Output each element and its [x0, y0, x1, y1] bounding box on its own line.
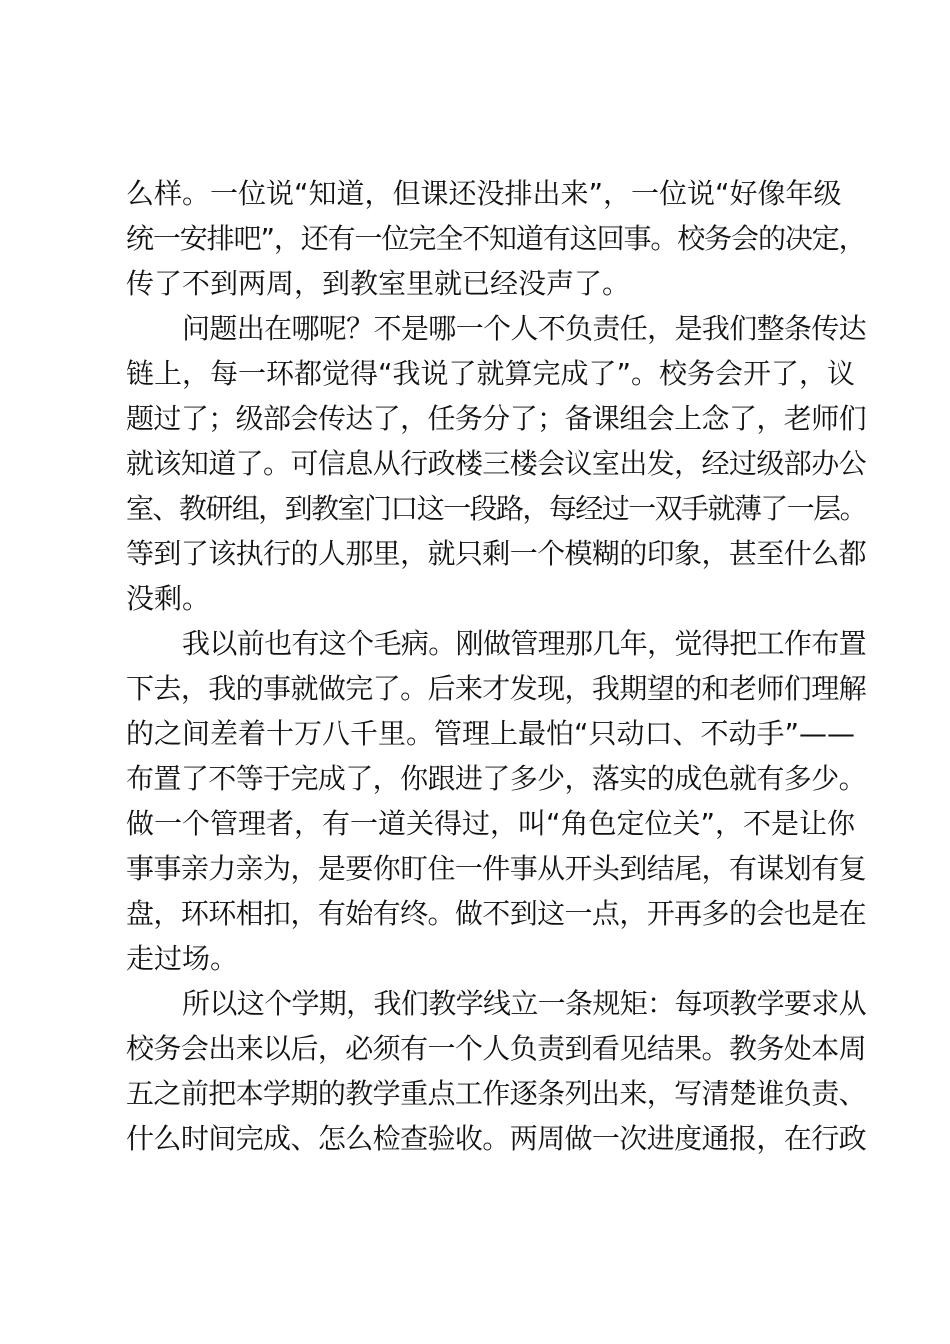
- text-line: 统一安排吧”，还有一位完全不知道有这回事。校务会的决定，: [126, 222, 866, 255]
- text-line: 什么时间完成、怎么检查验收。两周做一次进度通报，在行政: [126, 1122, 867, 1155]
- text-line: 没剩。: [126, 582, 211, 615]
- text-line: 盘，环环相扣，有始有终。做不到这一点，开再多的会也是在: [126, 897, 867, 930]
- text-line: 传了不到两周，到教室里就已经没声了。: [126, 267, 631, 300]
- text-line: 题过了；级部会传达了，任务分了；备课组会上念了，老师们: [126, 402, 867, 435]
- text-line: 室、教研组，到教室门口这一段路，每经过一双手就薄了一层。: [126, 492, 867, 525]
- text-line: 事事亲力亲为，是要你盯住一件事从开头到结尾，有谋划有复: [126, 852, 867, 885]
- paragraph-start-line: 问题出在哪呢？不是哪一个人不负责任，是我们整条传达: [182, 312, 867, 345]
- paragraph-start-line: 我以前也有这个毛病。刚做管理那几年，觉得把工作布置: [182, 627, 867, 660]
- text-line: 校务会出来以后，必须有一个人负责到看见结果。教务处本周: [126, 1032, 867, 1065]
- text-line: 做一个管理者，有一道关得过，叫“角色定位关”，不是让你: [126, 807, 856, 840]
- text-line: 下去，我的事就做完了。后来才发现，我期望的和老师们理解: [126, 672, 867, 705]
- text-line: 么样。一位说“知道，但课还没排出来”，一位说“好像年级: [126, 177, 842, 210]
- text-line: 等到了该执行的人那里，就只剩一个模糊的印象，甚至什么都: [126, 537, 867, 570]
- text-line: 就该知道了。可信息从行政楼三楼会议室出发，经过级部办公: [126, 447, 867, 480]
- text-line: 链上，每一环都觉得“我说了就算完成了”。校务会开了，议: [126, 357, 856, 390]
- text-line: 的之间差着十万八千里。管理上最怕“只动口、不动手”——: [126, 717, 856, 750]
- paragraph-start-line: 所以这个学期，我们教学线立一条规矩：每项教学要求从: [182, 987, 867, 1020]
- text-line: 走过场。: [126, 942, 239, 975]
- text-line: 五之前把本学期的教学重点工作逐条列出来，写清楚谁负责、: [126, 1077, 867, 1110]
- text-line: 布置了不等于完成了，你跟进了多少，落实的成色就有多少。: [126, 762, 867, 795]
